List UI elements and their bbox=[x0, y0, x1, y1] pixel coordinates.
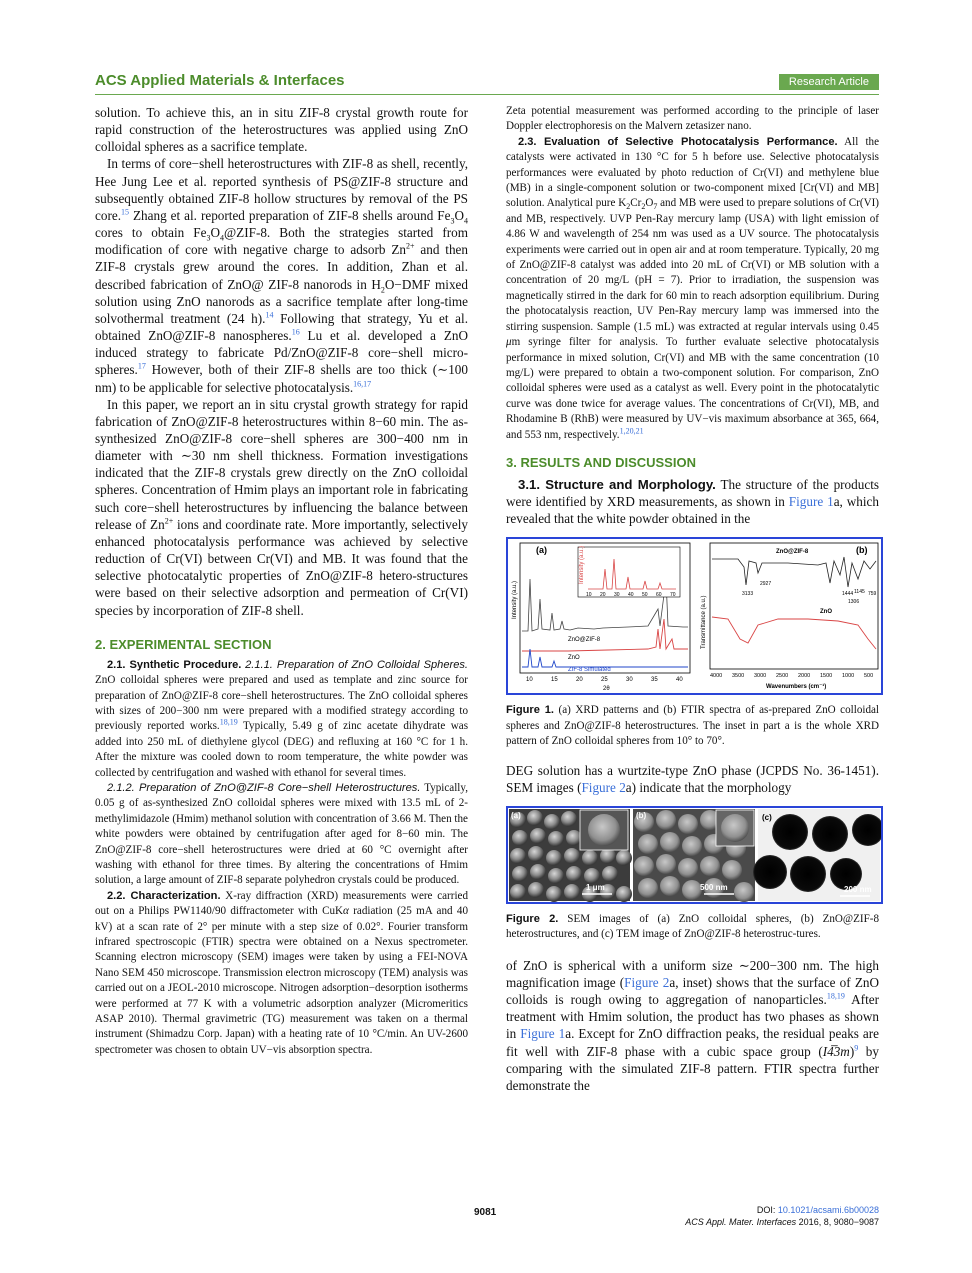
figure-2-caption: Figure 2. SEM images of (a) ZnO colloidal spheres, (b) ZnO@ZIF-8 heterostructures, and (c) TEM image of ZnO@ZIF-8 heterostruc-tures. bbox=[506, 912, 879, 941]
ftir-tick: 1500 bbox=[820, 673, 833, 680]
ftir-trace-zno-zif8 bbox=[712, 557, 876, 587]
xrd-tick: 35 bbox=[651, 677, 658, 684]
citation-link[interactable]: 18,19 bbox=[219, 717, 238, 727]
ftir-peak: 3133 bbox=[742, 591, 754, 598]
citation-journal: ACS Appl. Mater. Interfaces bbox=[685, 1217, 797, 1227]
section-heading: 2. EXPERIMENTAL SECTION bbox=[95, 636, 272, 652]
ftir-tick: 4000 bbox=[710, 673, 723, 680]
xrd-series-label: ZnO bbox=[568, 655, 580, 662]
header-rule bbox=[95, 94, 879, 95]
left-column bbox=[95, 104, 468, 1058]
xrd-tick: 40 bbox=[676, 677, 683, 684]
xrd-x-label: 2θ bbox=[603, 686, 610, 693]
citation-link[interactable]: 1,20,21 bbox=[619, 425, 644, 435]
ftir-tick: 2500 bbox=[776, 673, 789, 680]
inset-tick: 30 bbox=[614, 592, 620, 599]
figure-2 bbox=[506, 806, 883, 904]
figure-1-graphic bbox=[508, 539, 881, 693]
figure-link[interactable]: Figure 2 bbox=[624, 974, 670, 990]
ftir-trace-zno bbox=[712, 617, 876, 649]
citation-link[interactable]: 16 bbox=[291, 327, 300, 337]
xrd-tick: 15 bbox=[551, 677, 558, 684]
figure-2-graphic bbox=[508, 808, 881, 902]
paragraph: 2.1. Synthetic Procedure. 2.1.1. Preparation of ZnO Colloidal Spheres. ZnO colloidal spheres were prepared and used as template and zinc source for preparation of ZnO@ZIF-8 core−shell heterostructures. The ZnO colloidal spheres with sizes of 200−300 nm were prepared with a modified strategy according to previously reported works.$^{18,19}$ Typically, 5.49 g of zinc acetate dihydrate was added into 250 mL of diethylene glycol (DEG) and refluxing at 160 °C for 1 h. After the mixture was cooled down to room temperature, the white powder was collected by centrifugation and washed with ethanol for several times. bbox=[95, 658, 469, 779]
ftir-tick: 3000 bbox=[754, 673, 767, 680]
ftir-tick: 2000 bbox=[798, 673, 811, 680]
ftir-title: ZnO@ZIF-8 bbox=[776, 549, 809, 556]
xrd-series-label: ZnO@ZIF-8 bbox=[568, 637, 601, 644]
figure-link[interactable]: Figure 1 bbox=[788, 494, 834, 510]
figure-link[interactable]: Figure 2 bbox=[581, 779, 626, 795]
paragraph: 2.3. Evaluation of Selective Photocatalysis Performance. All the catalysts were activated in 130 °C for 5 h before use. Selective photocatalysis performances were evaluated by photo reduction of Cr(VI) and methylene blue (MB) in a single-component solution or two-component mixed [Cr(VI) and MB] solution. Analytical pure $K_2Cr_2O_7$ and MB were used to prepare solutions of Cr(VI) and MB, respectively. UVP Pen-Ray mercury lamp (USA) with light emission of 4.86 W and wavelength of 254 nm was used as a UV source. The photocatalysis experiments were carried out in open air and at room temperature. Typically, 20 mg of ZnO@ZIF-8 catalyst was added into 20 mL of Cr(VI) or MB solution with a concentration of 20 mg/L (pH = 7). Prior to irradiation, the suspension was magnetically stirred in the dark for 60 min to reach adsorption equilibrium. During the photocatalysis reaction, UV Pen-Ray mercury lamp was immersed into the stirring suspension. Sample (1.5 mL) was extracted at regular intervals using 0.45 μm syringe filter for analysis. To further evaluate selective photocatalysis performance in mixed solution, Cr(VI) and MB with the same concentration (10 mg/L) were prepared to obtain a two-component solution. For comparison, ZnO colloidal spheres were used as a catalyst as well. Every point in the photocatalytic curve was done twice for average values. The concentrations of Cr(VI), MB, and Rhodamine B (RhB) were measured by UV−vis maximum absorbance at 365, 664, and 553 nm, respectively.$^{1,20,21}$ bbox=[506, 135, 879, 441]
figure-1 bbox=[506, 537, 883, 695]
right-column bbox=[506, 104, 879, 1094]
article-type-badge: Research Article bbox=[779, 74, 879, 90]
ftir-peak: 759 bbox=[868, 591, 877, 598]
page-number: 9081 bbox=[474, 1207, 497, 1218]
fig2-panel-a-label: (a) bbox=[511, 810, 521, 820]
ftir-peak: 1306 bbox=[848, 599, 860, 606]
paragraph: 2.2. Characterization. X-ray diffraction (XRD) measurements were carried out on a Philips PW1140/90 diffractometer with CuKα radiation (25 mA and 40 kV) at a scan rate of 2° per minute with a step size of 0.02°. Fourier transform infrared spectroscopic (FTIR) spectra were obtained on a Nexus spectrometer. Scanning electron microscopy (SEM) images were taken by using a FEI-NOVA Nano SEM 450 microscope. Transmission electron microscopy (TEM) analysis was carried out on a JEOL-2010 microscope. Nitrogen adsorption−desorption isotherms were performed at 77 K with a volumetric adsorption analyzer (Micromeritics ASAP 2010). Thermal gravimetric (TG) measurement was taken on a thermal instrument (Shimadzu Corp. Japan) with a heating rate of 10 °C/min. An UV-2600 spectrometer was chosen to obtain UV−vis absorption spectra. bbox=[95, 889, 468, 1056]
xrd-tick: 25 bbox=[601, 677, 608, 684]
footer-doi: DOI: 10.1021/acsami.6b00028 ACS Appl. Mater. Interfaces 2016, 8, 9080−9087 bbox=[685, 1205, 879, 1227]
inset-tick: 60 bbox=[656, 592, 662, 599]
ftir-tick: 1000 bbox=[842, 673, 855, 680]
inset-tick: 40 bbox=[628, 592, 634, 599]
paragraph: In terms of core−shell heterostructures with ZIF-8 as shell, recently, Hee Jung Lee et al. reported synthesis of PS@ZIF-8 structure and subsequently obtained ZIF-8 hollow structures by removal of the PS core.$^{15}$ Zhang et al. reported preparation of ZIF-8 shells around $Fe_3O_4$ cores to obtain $Fe_3O_4@ZIF-8$. Both the strategies started from modification of core with negative charge to adsorb $Zn^{2+}$ and then ZIF-8 crystals grew around the cores. In addition, Zhan et al. described fabrication of ZnO@ ZIF-8 nanorods in $H_2O-DMF$ mixed solution using ZnO nanorods as a sacrifice template after long-time solvothermal treatment (24 h).$^{14}$ Following that strategy, Yu et al. obtained ZnO@ZIF-8 nanospheres.$^{16}$ Lu et al. developed a ZnO induced strategy to fabricate Pd/ZnO@ZIF-8 core−shell micro-spheres.$^{17}$ However, both of their ZIF-8 shells are too thick (∼100 nm) to be applicable for selective photocatalysis.$^{16,17}$ bbox=[95, 156, 468, 395]
page-header bbox=[95, 72, 879, 94]
panel-b-label: (b) bbox=[856, 545, 868, 556]
citation-link[interactable]: 18,19 bbox=[826, 991, 845, 1001]
inset-tick: 10 bbox=[586, 592, 592, 599]
scale-c-label: 200 nm bbox=[844, 884, 872, 894]
fig2-panel-b-label: (b) bbox=[636, 810, 647, 820]
scale-a-label: 1 μm bbox=[586, 882, 605, 892]
xrd-trace-zno bbox=[522, 619, 688, 651]
figure-1-caption: Figure 1. (a) XRD patterns and (b) FTIR spectra of as-prepared ZnO colloidal spheres and ZnO@ZIF-8 heterostructures. The inset in part a is the whole XRD pattern of ZnO colloidal spheres from 10° to 70°. bbox=[506, 704, 880, 748]
ftir-peak: 1444 bbox=[842, 591, 854, 598]
inset-tick: 50 bbox=[642, 592, 648, 599]
xrd-y-label: Intensity (a.u.) bbox=[512, 581, 518, 620]
fig2-panel-c-label: (c) bbox=[762, 812, 772, 822]
paragraph: Zeta potential measurement was performed according to the principle of laser Doppler electrophoresis on the Malvern zetasizer nano. bbox=[506, 105, 879, 133]
paragraph: 3.1. Structure and Morphology. The structure of the products were identified by XRD measurements, as shown in Figure 1a, which revealed that the white powder obtained in the bbox=[506, 476, 879, 527]
citation-link[interactable]: 17 bbox=[137, 361, 146, 371]
ftir-peak: 1145 bbox=[854, 589, 865, 596]
xrd-tick: 10 bbox=[526, 677, 533, 684]
xrd-tick: 30 bbox=[626, 677, 633, 684]
xrd-x-ticks bbox=[526, 677, 683, 683]
ftir-series-label: ZnO bbox=[820, 609, 832, 616]
ftir-peak-labels bbox=[742, 581, 877, 605]
xrd-tick: 20 bbox=[576, 677, 583, 684]
ftir-tick: 3500 bbox=[732, 673, 745, 680]
paragraph: solution. To achieve this, an in situ ZIF-8 crystal growth route for rapid construction of the heterostructures was applied using ZnO colloidal spheres as a sacrifice template. bbox=[95, 105, 468, 155]
scale-b-label: 500 nm bbox=[700, 882, 728, 892]
section-heading: 3. RESULTS AND DISCUSSION bbox=[506, 454, 696, 470]
paragraph: 2.1.2. Preparation of ZnO@ZIF-8 Core−shell Heterostructures. Typically, 0.05 g of as-synthesized ZnO colloidal spheres were mixed with 13.5 mL of 2-methylimidazole (Hmim) methanol solution with concentration of 3.66 M. Then the white powders were obtained by centrifugation after aged for 8−60 min. The ZnO@ZIF-8 core−shell heterostructures were dried at 60 °C overnight after washing with ethanol for three times. By altering the concentrations of Hmim solution, a large amount of ZIF-8 separate polyhedron crystals could be produced. bbox=[95, 781, 468, 887]
ftir-plot-frame bbox=[710, 543, 878, 669]
inset-tick: 20 bbox=[600, 592, 606, 599]
ftir-peak: 2927 bbox=[760, 581, 772, 588]
inset-tick: 70 bbox=[670, 592, 676, 599]
xrd-inset-y-label: Intensity (a.u.) bbox=[579, 546, 585, 585]
ftir-tick: 500 bbox=[864, 673, 874, 680]
paragraph: In this paper, we report an in situ crystal growth strategy for rapid fabrication of ZnO@ZIF-8 heterostructures within 8−60 min. The as-synthesized ZnO@ZIF-8 core−shell spheres are 300−400 nm in diameter with ∼30 nm shell thickness. Formation investigations indicated that the ZIF-8 crystals grew directly on the ZnO colloidal spheres. Concentration of Hmim plays an important role in fabricating such core−shell heterostructures by influencing the balance between release of $Zn^{2+}$ ions and coordinate rate. More importantly, selectively enhanced photocatalysis performance was achieved by selective reduction of Cr(VI) between Cr(VI) and MB. It was found that the selective photocatalytic properties of ZnO@ZIF-8 hetero-structures were based on their selective adsorption and permeation of Cr(VI) species by incorporation of ZIF-8 shell. bbox=[95, 396, 468, 618]
ftir-x-label: Wavenumbers (cm⁻¹) bbox=[766, 684, 827, 691]
panel-a-label: (a) bbox=[536, 545, 547, 556]
citation-link[interactable]: 16,17 bbox=[353, 379, 372, 389]
citation-link[interactable]: 14 bbox=[265, 310, 274, 320]
journal-title: ACS Applied Materials & Interfaces bbox=[95, 72, 345, 89]
sem-b-inset-sphere bbox=[721, 814, 749, 842]
ftir-y-label: Transmittance (a.u.) bbox=[701, 595, 707, 650]
xrd-series-label: ZIF-8 Simulated bbox=[568, 667, 611, 674]
ftir-x-ticks bbox=[710, 673, 873, 679]
citation-link[interactable]: 15 bbox=[121, 207, 129, 217]
citation-link[interactable]: 9 bbox=[854, 1043, 859, 1053]
figure-link[interactable]: Figure 1 bbox=[520, 1026, 566, 1042]
sem-a-inset-sphere bbox=[588, 814, 620, 846]
paragraph: of ZnO is spherical with a uniform size ∼200−300 nm. The high magnification image (Figure 2a, inset) shows that the surface of ZnO colloids is rough owing to aggregation of nanoparticles.$^{18,19}$ After treatment with Hmim solution, the product has two phases as shown in Figure 1a. Except for ZnO diffraction peaks, the residual peaks are fit well with ZIF-8 phase with a cubic space group (I4̅3m)$^9$ by comparing with the simulated ZIF-8 pattern. FTIR spectra further demonstrate the bbox=[506, 957, 879, 1093]
doi-link[interactable]: 10.1021/acsami.6b00028 bbox=[777, 1205, 879, 1215]
xrd-inset-frame bbox=[578, 547, 680, 597]
paragraph: DEG solution has a wurtzite-type ZnO phase (JCPDS No. 36-1451). SEM images (Figure 2a) indicate that the morphology bbox=[506, 762, 879, 795]
xrd-trace-zif8-simulated bbox=[522, 649, 688, 667]
